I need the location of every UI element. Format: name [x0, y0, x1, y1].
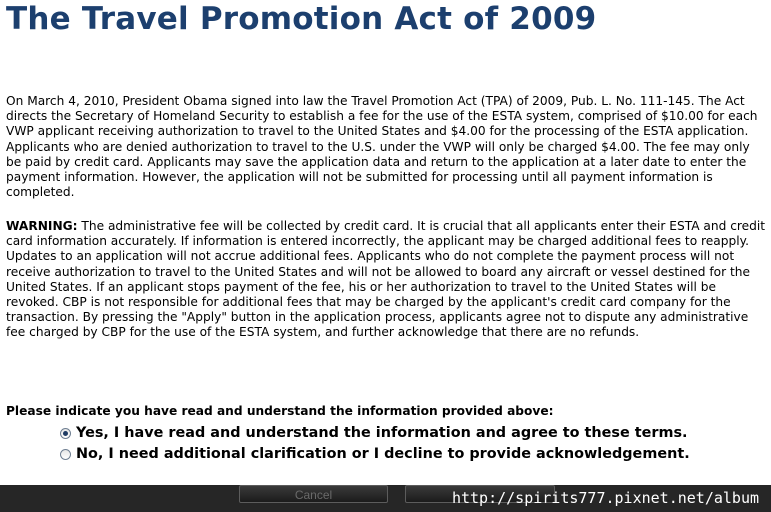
decline-option-label: No, I need additional clarification or I decline to provide acknowledgement.: [76, 446, 690, 462]
agree-option-label: Yes, I have read and understand the information and agree to these terms.: [76, 425, 688, 441]
decline-radio[interactable]: [60, 449, 71, 460]
warning-text: The administrative fee will be collected by credit card. It is crucial that all applicants enter their ESTA and credit card information accurately. If information is entered incorrectly, the applicant may be charged additional fees to reapply. Updates to an application will not accrue additional fees. Applicants who do not complete the payment process will not receive authorization to travel to the United States and will not be allowed to board any aircraft or vessel destined for the United States. If an applicant stops payment of the fee, his or her authorization to travel to the United States will be revoked. CBP is not responsible for additional fees that may be charged by the applicant's credit card company for the transaction. By pressing the "Apply" button in the application process, applicants agree not to dispute any administrative fee charged by CBP for the use of the ESTA system, and further acknowledge that there are no refunds.: [6, 219, 766, 340]
page-title: The Travel Promotion Act of 2009: [6, 1, 597, 37]
decline-option[interactable]: [60, 446, 690, 462]
acknowledgement-question: Please indicate you have read and understand the information provided above:: [6, 404, 554, 418]
agree-radio[interactable]: [60, 428, 71, 439]
warning-paragraph: [6, 219, 766, 341]
warning-label: WARNING:: [6, 219, 78, 233]
tpa-description-paragraph: On March 4, 2010, President Obama signed into law the Travel Promotion Act (TPA) of 2009, Pub. L. No. 111-145. The Act directs the Secretary of Homeland Security to establish a fee for the use of the ESTA system, comprised of $10.00 for each VWP applicant receiving authorization to travel to the United States and $4.00 for the processing of the ESTA application. Applicants who are denied authorization to travel to the U.S. under the VWP will only be charged $4.00. The fee may only be paid by credit card. Applicants may save the application data and return to the application at a later date to enter the payment information. However, the application will not be submitted for processing until all payment information is completed.: [6, 94, 758, 200]
agree-option[interactable]: [60, 425, 688, 441]
watermark-url: http://spirits777.pixnet.net/album: [451, 489, 759, 507]
cancel-button[interactable]: Cancel: [239, 485, 388, 503]
